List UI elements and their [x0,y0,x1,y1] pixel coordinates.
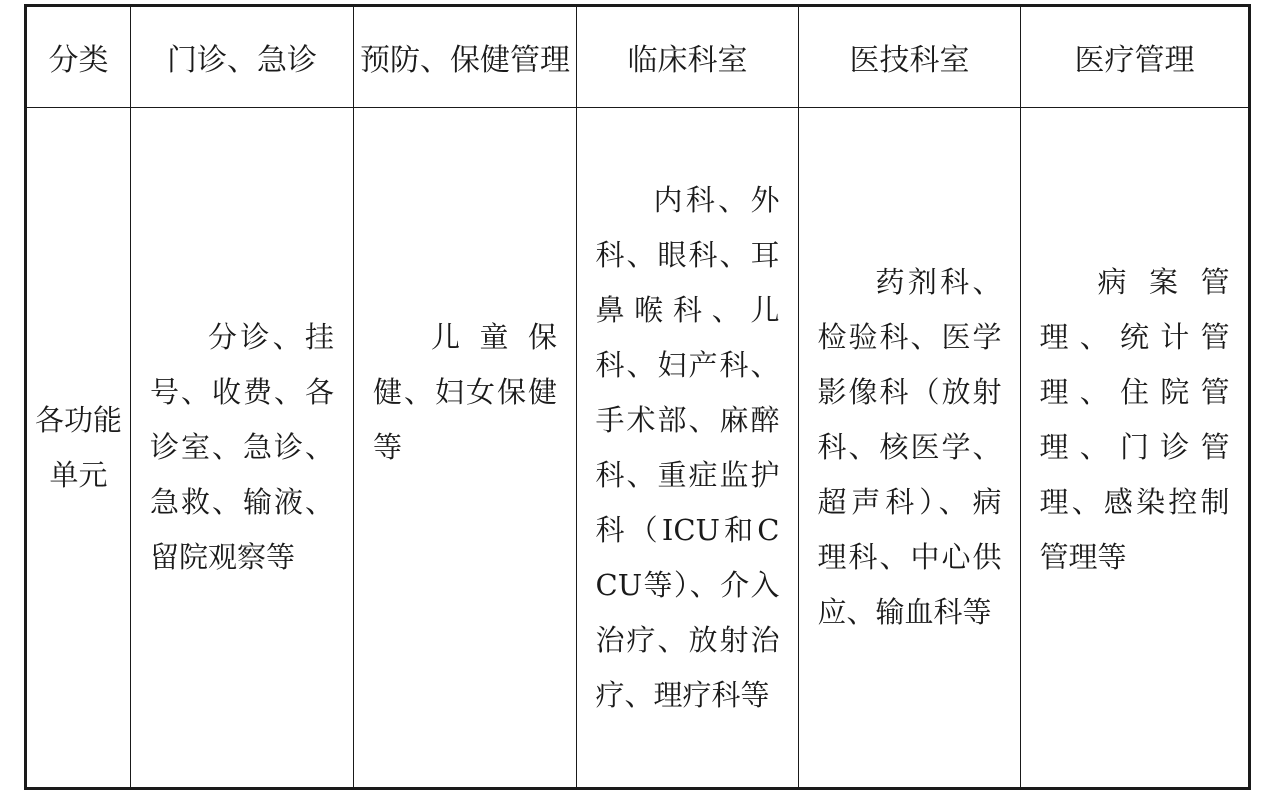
header-medical-technology: 医技科室 [799,6,1021,108]
cell-clinical-departments [577,108,799,789]
cell-text: 病案管理、统计管理、住院管理、门诊管理、感染控制管理等 [1039,264,1230,574]
cell-text: 分诊、挂号、收费、各诊室、急诊、急救、输液、留院观察等 [150,320,334,574]
cell-medical-management [1021,108,1250,789]
row-label-cell [26,108,131,789]
header-prevention-healthcare: 预防、保健管理 [354,6,577,108]
header-medical-management: 医疗管理 [1021,6,1250,108]
cell-outpatient-emergency [131,108,354,789]
header-row [26,6,1250,108]
header-category: 分类 [26,6,131,108]
hospital-function-table [24,4,1251,790]
header-clinical-departments: 临床科室 [577,6,799,108]
cell-text: 药剂科、检验科、医学影像科（放射科、核医学、超声科）、病理科、中心供应、输血科等 [817,265,1002,629]
cell-prevention-healthcare [354,108,577,789]
cell-medical-technology [799,108,1021,789]
cell-text: 内科、外科、眼科、耳鼻喉科、儿科、妇产科、手术部、麻醉科、重症监护科（ICU和CCU等）、介入治疗、放射治疗、理疗科等 [595,182,780,712]
row-label: 各功能单元 [34,402,122,492]
cell-text: 儿童保健、妇女保健等 [373,320,557,464]
table-row [26,108,1250,789]
header-outpatient-emergency: 门诊、急诊 [131,6,354,108]
